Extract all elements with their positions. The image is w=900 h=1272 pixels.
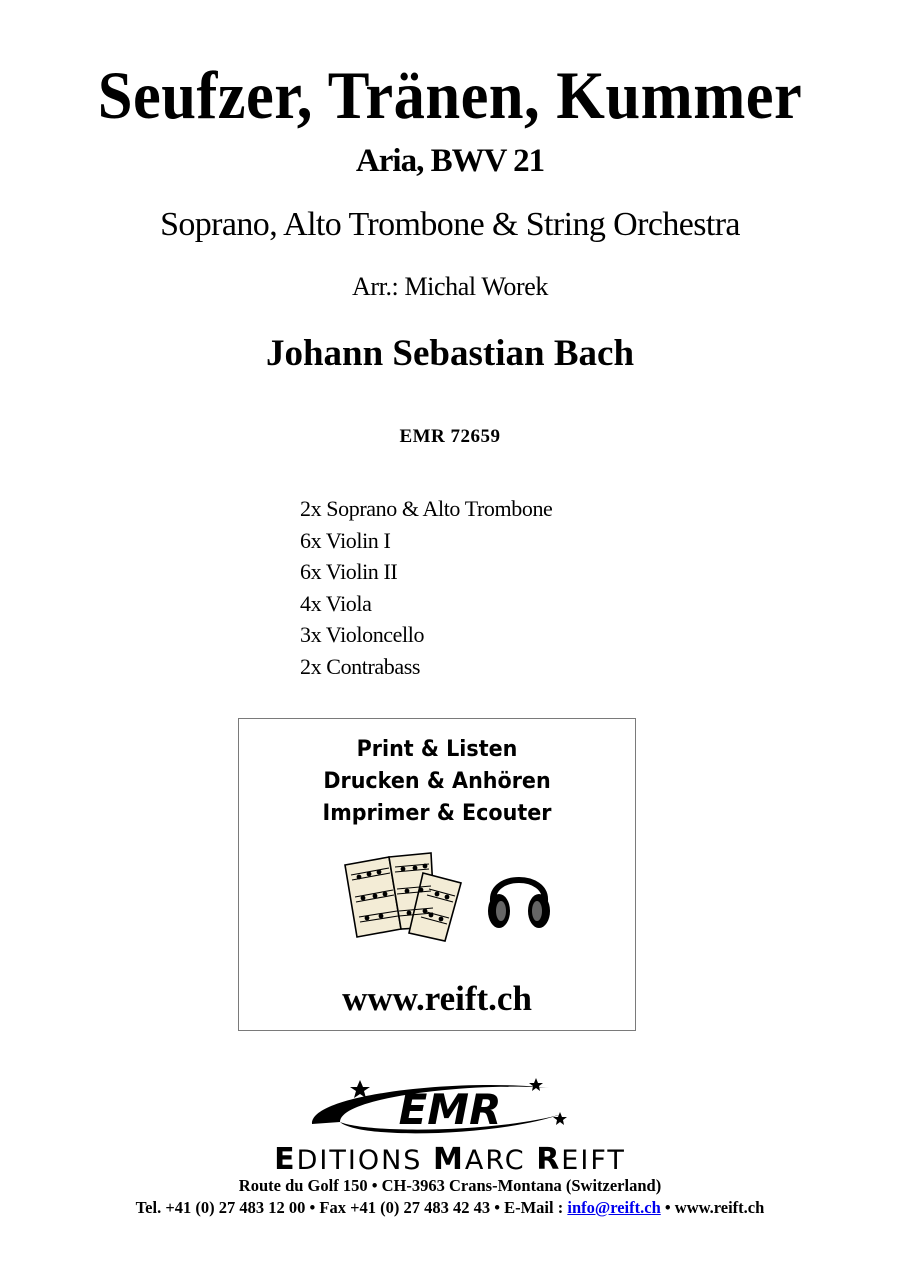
headphones-icon (483, 859, 555, 935)
promo-line-de: Drucken & Anhören (323, 769, 551, 794)
part-item: 3x Violoncello (300, 622, 425, 648)
part-item: 6x Violin I (300, 527, 391, 553)
catalog-number: EMR 72659 (399, 426, 501, 447)
instrumentation: Soprano, Alto Trombone & String Orchestra (160, 206, 740, 243)
score-title: Seufzer, Tränen, Kummer (97, 57, 803, 133)
part-item: 2x Soprano & Alto Trombone (300, 496, 553, 521)
publisher-address: Route du Golf 150 • CH-3963 Crans-Montana (Switzerland) (238, 1176, 662, 1195)
parts-list (300, 493, 552, 683)
emr-logo (300, 1074, 580, 1144)
email-link[interactable]: info@reift.ch (567, 1198, 661, 1217)
emr-logo-text: EMR (398, 1085, 502, 1134)
promo-url: www.reift.ch (342, 979, 532, 1018)
composer: Johann Sebastian Bach (265, 333, 635, 374)
sheet-music-icon (339, 851, 471, 943)
promo-line-fr: Imprimer & Ecouter (322, 801, 552, 826)
publisher-contact: Tel. +41 (0) 27 483 12 00 • Fax +41 (0) 27 483 42 43 • E-Mail : info@reift.ch • www.reift.ch (135, 1198, 765, 1217)
publisher-name: EDITIONS MARC REIFT (274, 1142, 626, 1177)
part-item: 4x Viola (300, 590, 372, 616)
part-item: 6x Violin II (300, 559, 398, 585)
score-subtitle: Aria, BWV 21 (355, 143, 545, 179)
print-listen-box (238, 718, 636, 1031)
part-item: 2x Contrabass (300, 653, 421, 679)
promo-line-en: Print & Listen (356, 737, 518, 762)
arranger: Arr.: Michal Worek (351, 272, 548, 301)
